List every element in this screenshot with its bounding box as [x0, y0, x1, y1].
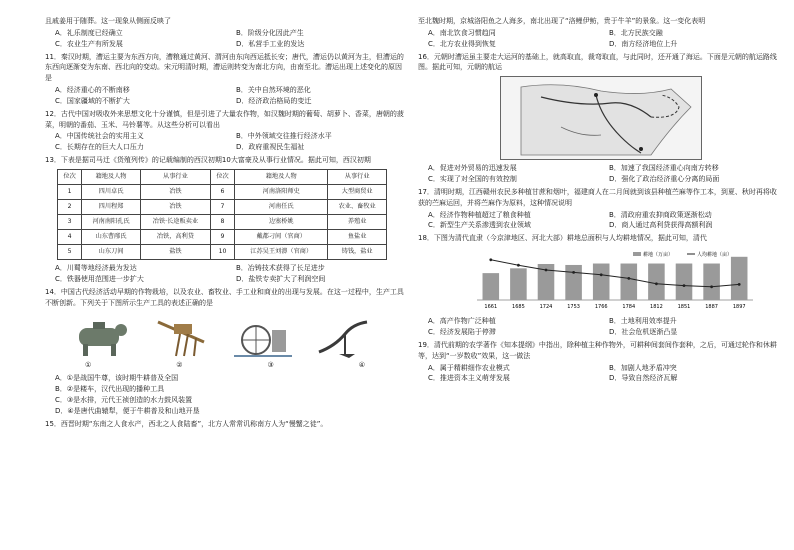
q12-option-a[interactable]: A．中国传统社会的实用主义: [55, 132, 144, 141]
table-cell: 10: [210, 244, 234, 259]
q13-stem: 13．下表是据司马迁《货殖列传》的记载编制的西汉初期10大富豪及从事行业情况。据此可知，西汉初期: [45, 156, 371, 165]
table-cell: 农业、畜牧业: [328, 199, 387, 214]
tick-label: 1812: [650, 304, 663, 311]
q17-option-b[interactable]: B．清政府重农抑商政策逐渐松动: [609, 210, 712, 219]
tick-label: 1887: [705, 304, 718, 311]
q16-option-a[interactable]: A．促进对外贸易的迅速发展: [428, 164, 517, 173]
q13-option-c[interactable]: C．铁器使用范围进一步扩大: [55, 274, 144, 283]
q16-option-b[interactable]: B．加速了我国经济重心向南方转移: [609, 164, 719, 173]
curved-plough-image: [315, 316, 373, 360]
legend-label: 人均耕地（亩）: [697, 252, 733, 259]
q15-option-b[interactable]: B．北方民族交融: [609, 28, 663, 37]
table-cell: 鱼盐业: [328, 229, 387, 244]
left-column: [45, 16, 405, 430]
q18-option-b[interactable]: B．土地利用效率提升: [609, 317, 677, 326]
q19-option-a[interactable]: A．属于精耕细作农业模式: [428, 363, 510, 372]
table-cell: 河南南阳孔氏: [82, 214, 141, 229]
point: [683, 284, 686, 287]
q17-stem: 17．清明时期，江西赣州农民多种植甘蔗和烟叶，福建商人在二月间就到该县种植苎麻等作工本，到夏、秋时再将收获的苎麻运回，并将苎麻作为原料，这种情况说明: [418, 187, 777, 207]
bar: [676, 264, 693, 300]
q18-option-a[interactable]: A．高产作物广泛种植: [428, 317, 496, 326]
table-cell: 河南洛阳师史: [235, 184, 328, 199]
tick-label: 1851: [677, 304, 691, 311]
table-row: [58, 184, 387, 199]
legend-swatch: [633, 252, 641, 256]
tick-label: 1784: [622, 304, 636, 311]
table-cell: 山东刀间: [82, 244, 141, 259]
table-cell: 4: [58, 229, 82, 244]
q19-options: [428, 363, 778, 385]
yuan-shipping-route-map: [500, 76, 702, 160]
q12-option-b[interactable]: B．中外领域交往推行经济水平: [236, 132, 332, 141]
q17-option-c[interactable]: C．新型生产关系渗透到农业领域: [428, 221, 531, 230]
q18-option-c[interactable]: C．经济发展陷于停滞: [428, 327, 496, 336]
q16-stem: 16．元朝时漕运虽主要走大运河的基础上，就高取直，裁弯取直，与此同时，还开通了海运。下面是元朝的航运路线图。据此可知，元朝的航运: [418, 52, 777, 72]
legend-label: 耕地（万亩）: [643, 252, 674, 259]
q14-stem: 14．中国古代经济活动早期的作物栽培，以及农业、畜牧业、手工业和商业的出现与发展。在这一过程中，生产工具不断创新。下列关于下图所示生产工具的表述正确的是: [45, 287, 404, 307]
ox-zun-image: [73, 316, 131, 360]
tick-label: 1661: [484, 304, 498, 311]
series-line: [491, 260, 739, 287]
table-header: 位次: [210, 169, 234, 184]
q12-stem: 12．古代中国对吸收外来思想文化十分谨慎，但是引进了大量农作物，如汉魏时期的葡萄、胡萝卜、香菜，唐朝的菠菜，明朝的番茄、玉米、马铃薯等。从这些分析可以看出: [45, 109, 404, 129]
table-cell: 6: [210, 184, 234, 199]
q18-options: [428, 316, 778, 338]
table-row: [58, 214, 387, 229]
table-cell: 江苏吴王刘濞（官商）: [235, 244, 328, 259]
table-cell: 养殖业: [328, 214, 387, 229]
q11-option-c[interactable]: C．国家疆域的不断扩大: [55, 96, 130, 105]
table-cell: 3: [58, 214, 82, 229]
q19-stem: 19．清代前期的农学著作《知本提纲》中指出，除种植主种作物外，可耕种间套间作套种，之后，可通过轮作和休耕等，达到“一岁数收”效果，这一做法: [418, 340, 777, 360]
tick-label: 1897: [732, 304, 746, 311]
bar: [703, 264, 720, 300]
q18-stem: 18．下图为清代直隶（今京津地区、河北大部）耕地总面积与人均耕地情况，据此可知，清代: [418, 234, 707, 243]
tick-label: 1766: [594, 304, 608, 311]
table-cell: 边塞桥姚: [235, 214, 328, 229]
point: [627, 277, 630, 280]
point: [600, 274, 603, 277]
tick-label: 1685: [512, 304, 525, 311]
table-cell: 四川程郑: [82, 199, 141, 214]
table-cell: 冶铁，高利贷: [140, 229, 210, 244]
q15-stem: 15．西晋时期“东南之人食水产，西北之人食陆畜”，北方人常常讥称南方人为“慢蟹之徒”。: [45, 419, 328, 428]
q13-option-d[interactable]: D．盐铁专卖扩大了利润空间: [236, 274, 326, 283]
q13-options: [55, 263, 405, 285]
q15-options: [428, 28, 778, 50]
bar: [648, 264, 665, 300]
q10-option-b[interactable]: B．阶级分化因此产生: [236, 28, 304, 37]
q11-option-b[interactable]: B．关中自然环境的恶化: [236, 86, 311, 95]
bar: [593, 264, 610, 300]
q16-option-d[interactable]: D．强化了政治经济重心分离的局面: [609, 175, 720, 184]
tick-label: 1753: [567, 304, 580, 311]
q10-option-d[interactable]: D．私营手工业的发达: [236, 39, 305, 48]
point: [655, 283, 658, 286]
q14-options: [55, 373, 405, 416]
bar: [565, 265, 582, 300]
q12-option-c[interactable]: C．长期存在的巨大人口压力: [55, 143, 144, 152]
q15-option-c[interactable]: C．北方农业得到恢复: [428, 39, 496, 48]
tool-number: ③: [267, 361, 274, 370]
q11-option-a[interactable]: A．经济重心的不断南移: [55, 86, 130, 95]
table-cell: 2: [58, 199, 82, 214]
table-cell: 河南任氏: [235, 199, 328, 214]
tool-number: ④: [358, 361, 365, 370]
q13-option-a[interactable]: A．川蜀等地经济最为发达: [55, 263, 137, 272]
bar: [621, 264, 638, 300]
q10-options: [55, 28, 405, 50]
tool-number: ②: [176, 361, 183, 370]
q10-tail: 且戚姜用于随葬。这一现象从侧面反映了: [45, 17, 171, 25]
table-cell: 戴都刁间（官商）: [235, 229, 328, 244]
q11-options: [55, 85, 405, 107]
q19-option-c[interactable]: C．推进资本主义萌芽发展: [428, 374, 510, 383]
point: [738, 283, 741, 286]
q11-option-d[interactable]: D．经济政治格局的变迁: [236, 96, 312, 105]
q11-stem: 11．秦汉时期，漕运主要为东西方向，漕粮通过黄河、渭河由东向西运抵长安；唐代，漕运仍以黄河为主，但漕运的东西向逐渐变为东南、西北向的变动。宋元明清时期，漕运则转变为南北方向，由南至北。漕运出现上述变化的原因是: [45, 52, 404, 83]
table-cell: 9: [210, 229, 234, 244]
table-row: [58, 199, 387, 214]
q16-options: [428, 163, 778, 185]
table-header: 从事行业: [328, 169, 387, 184]
q18-option-d[interactable]: D．社会危机逐渐凸显: [609, 327, 678, 336]
tool-number: ①: [85, 361, 92, 370]
table-header-row: [58, 169, 387, 184]
point: [710, 286, 713, 289]
q17-option-d[interactable]: D．商人通过高利贷获得高额利润: [609, 221, 713, 230]
table-header: 从事行业: [140, 169, 210, 184]
table-row: [58, 229, 387, 244]
bar: [731, 257, 748, 300]
table-cell: 冶铁: [140, 184, 210, 199]
q10-option-c[interactable]: C．农业生产有所发展: [55, 39, 123, 48]
q19-option-b[interactable]: B．加剧人地矛盾冲突: [609, 363, 677, 372]
right-column: [418, 16, 778, 386]
seed-drill-image: [154, 316, 212, 360]
bar: [510, 268, 527, 300]
q12-options: [55, 131, 405, 153]
point: [489, 259, 492, 262]
table-header: 位次: [58, 169, 82, 184]
table-row: [58, 244, 387, 259]
q15-option-d[interactable]: D．南方经济地位上升: [609, 39, 678, 48]
cultivated-land-chart: [463, 246, 773, 314]
table-header: 籍地及人物: [235, 169, 328, 184]
map-drawing: [501, 77, 701, 159]
table-cell: 7: [210, 199, 234, 214]
point: [572, 271, 575, 274]
bar: [483, 273, 500, 300]
table-cell: 大型商贸业: [328, 184, 387, 199]
q14-option-b[interactable]: B．②是耧车，汉代出现的播种工具: [55, 385, 165, 394]
q17-option-a[interactable]: A．经济作物种植超过了粮食种植: [428, 210, 531, 219]
q14-option-d[interactable]: D．④是唐代曲辕犁，便于牛耕普及和山地开垦: [55, 406, 200, 415]
table-cell: 山东曹邴氏: [82, 229, 141, 244]
q19-option-d[interactable]: D．导致自然经济瓦解: [609, 374, 678, 383]
q14-option-c[interactable]: C．③是水排，元代王祯创造的水力鼓风装置: [55, 395, 193, 404]
table-cell: 冶铁·长途贩卖业: [140, 214, 210, 229]
q16-option-c[interactable]: C．实现了对全国的有效控制: [428, 175, 517, 184]
q14-tool-images: [73, 312, 373, 360]
table-cell: 5: [58, 244, 82, 259]
q13-option-b[interactable]: B．冶铸技术获得了长足进步: [236, 263, 325, 272]
q18-chart: [463, 246, 773, 314]
q15-continued: 至北魏时期，京城洛阳鱼之人海多，南北出现了“洛鲤伊鲂，贵于牛羊”的景象。这一变化表明: [418, 17, 706, 25]
table-cell: 1: [58, 184, 82, 199]
q15-option-a[interactable]: A．南北饮食习惯趋同: [428, 28, 496, 37]
table-cell: 冶铁: [140, 199, 210, 214]
table-header: 籍地及人物: [82, 169, 141, 184]
q13-table: [57, 169, 387, 260]
point: [517, 264, 520, 267]
q12-option-d[interactable]: D．政府重视民生福祉: [236, 143, 305, 152]
table-cell: 8: [210, 214, 234, 229]
q10-option-a[interactable]: A．礼乐制度已经确立: [55, 28, 123, 37]
q17-options: [428, 210, 778, 232]
table-cell: 铸钱，盐业: [328, 244, 387, 259]
q14-tool-numbers: [85, 360, 365, 371]
q14-option-a[interactable]: A．①是战国牛尊，该时期牛耕普及全国: [55, 374, 179, 383]
tick-label: 1724: [539, 304, 553, 311]
table-cell: 盐铁: [140, 244, 210, 259]
water-bellows-image: [234, 316, 292, 360]
point: [545, 269, 548, 272]
table-cell: 四川卓氏: [82, 184, 141, 199]
